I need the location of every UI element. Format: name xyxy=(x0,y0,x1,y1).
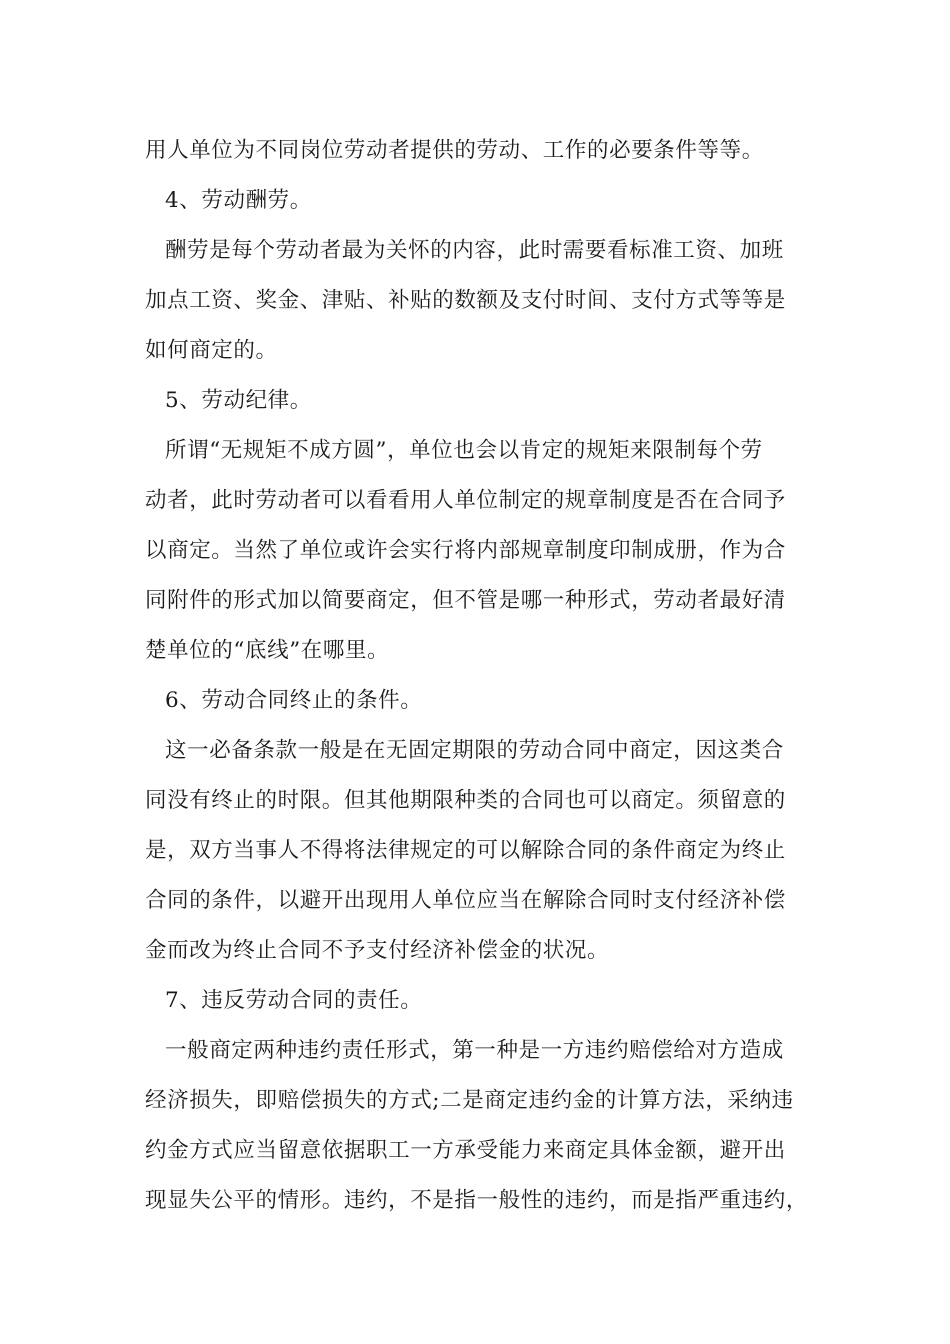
text-line-1: 用人单位为不同岗位劳动者提供的劳动、工作的必要条件等等。 xyxy=(145,138,764,163)
text-line-4: 加点工资、奖金、津贴、补贴的数额及支付时间、支付方式等等是 xyxy=(145,288,786,313)
text-line-20: 经济损失，即赔偿损失的方式;二是商定违约金的计算方法，采纳违 xyxy=(145,1088,794,1113)
section-heading-6: 6、劳动合同终止的条件。 xyxy=(165,688,423,713)
text-line-13: 这一必备条款一般是在无固定期限的劳动合同中商定，因这类合 xyxy=(165,738,784,763)
text-line-8: 动者，此时劳动者可以看看用人单位制定的规章制度是否在合同予 xyxy=(145,488,786,513)
section-heading-5: 5、劳动纪律。 xyxy=(165,388,312,413)
text-line-21: 约金方式应当留意依据职工一方承受能力来商定具体金额，避开出 xyxy=(145,1138,786,1163)
section-heading-7: 7、违反劳动合同的责任。 xyxy=(165,988,423,1013)
text-line-17: 金而改为终止合同不予支付经济补偿金的状况。 xyxy=(145,938,610,963)
text-line-16: 合同的条件，以避开出现用人单位应当在解除合同时支付经济补偿 xyxy=(145,888,786,913)
text-line-22: 现显失公平的情形。违约，不是指一般性的违约，而是指严重违约， xyxy=(145,1188,809,1213)
text-line-14: 同没有终止的时限。但其他期限种类的合同也可以商定。须留意的 xyxy=(145,788,786,813)
text-line-10: 同附件的形式加以简要商定，但不管是哪一种形式，劳动者最好清 xyxy=(145,588,786,613)
text-line-15: 是，双方当事人不得将法律规定的可以解除合同的条件商定为终止 xyxy=(145,838,786,863)
text-line-7: 所谓“无规矩不成方圆”，单位也会以肯定的规矩来限制每个劳 xyxy=(165,438,763,463)
text-line-9: 以商定。当然了单位或许会实行将内部规章制度印制成册，作为合 xyxy=(145,538,786,563)
text-line-19: 一般商定两种违约责任形式，第一种是一方违约赔偿给对方造成 xyxy=(165,1038,784,1063)
text-line-3: 酬劳是每个劳动者最为关怀的内容，此时需要看标准工资、加班 xyxy=(165,238,784,263)
section-heading-4: 4、劳动酬劳。 xyxy=(165,188,312,213)
text-line-5: 如何商定的。 xyxy=(145,338,278,363)
text-line-11: 楚单位的“底线”在哪里。 xyxy=(145,638,390,663)
